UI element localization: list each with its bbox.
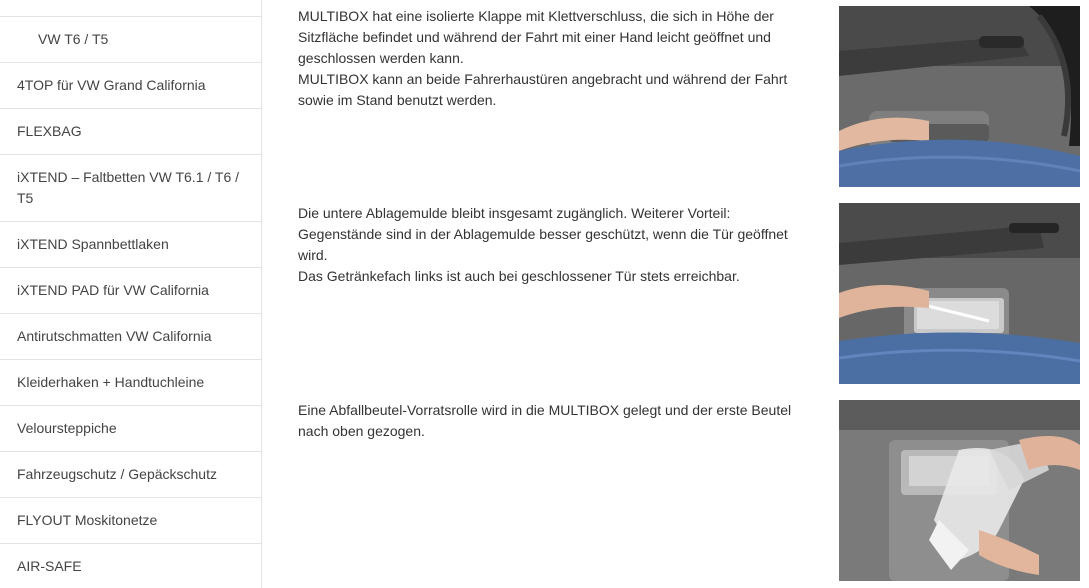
product-photo [839,400,1080,581]
content-section [298,203,798,287]
sidebar-item-label: Kleiderhaken + Handtuchleine [17,374,205,390]
sidebar-item-veloursteppiche[interactable] [0,406,261,452]
photo-door-panel-flap-open [839,203,1080,384]
product-photo [839,203,1080,384]
sidebar-item-label: iXTEND – Faltbetten VW T6.1 / T6 / T5 [17,169,240,206]
sidebar-item-fahrzeugschutz[interactable] [0,452,261,498]
sidebar-item-ixtend-faltbetten[interactable] [0,155,261,222]
content-section [298,6,798,111]
sidebar-item-antirutschmatten[interactable] [0,314,261,360]
photo-door-panel-flap-closed [839,6,1080,187]
sidebar-item-label: VW T6 / T5 [38,31,109,47]
sidebar-item-flexbag[interactable] [0,109,261,155]
sidebar-item-4top[interactable] [0,63,261,109]
nav-list [0,17,261,588]
sidebar-item-air-safe[interactable] [0,544,261,588]
sidebar-item-label: Fahrzeugschutz / Gepäckschutz [17,466,217,482]
section-text: Die untere Ablagemulde bleibt insgesamt zugänglich. Weiterer Vorteil: Gegenstände sind in der Ablagemulde besser geschützt, wenn die Tür geöffnet wird. Das Getränkefach links ist auch bei geschlossener Tür stets erreichbar. [298,205,788,284]
product-photo [839,6,1080,187]
sidebar-item-flyout[interactable] [0,498,261,544]
sidebar-item-label: FLYOUT Moskitonetze [17,512,158,528]
sidebar-item-label: iXTEND PAD für VW California [17,282,209,298]
sidebar-item-label: 4TOP für VW Grand California [17,77,206,93]
sidebar-item-ixtend-pad[interactable] [0,268,261,314]
sidebar-item-vw-t6-t5[interactable] [0,17,261,63]
sidebar-item-label: iXTEND Spannbettlaken [17,236,169,252]
section-text: MULTIBOX hat eine isolierte Klappe mit Klettverschluss, die sich in Höhe der Sitzfläche befindet und während der Fahrt mit einer Hand leicht geöffnet und geschlossen werden kann. MULTIBOX kann an beide Fahrerhaustüren angebracht und während der Fahrt sowie im Stand benutzt werden. [298,8,788,108]
sidebar-item-kleiderhaken[interactable] [0,360,261,406]
sidebar-item-label: AIR-SAFE [17,558,82,574]
sidebar-item-label: FLEXBAG [17,123,82,139]
sidebar-nav [0,0,262,588]
sidebar-item-ixtend-spannbettlaken[interactable] [0,222,261,268]
photo-waste-bag-roll [839,400,1080,581]
content-section [298,400,798,442]
sidebar-item-label: Veloursteppiche [17,420,117,436]
section-text: Eine Abfallbeutel-Vorratsrolle wird in die MULTIBOX gelegt und der erste Beutel nach oben gezogen. [298,402,792,439]
sidebar-item-label: Antirutschmatten VW California [17,328,212,344]
